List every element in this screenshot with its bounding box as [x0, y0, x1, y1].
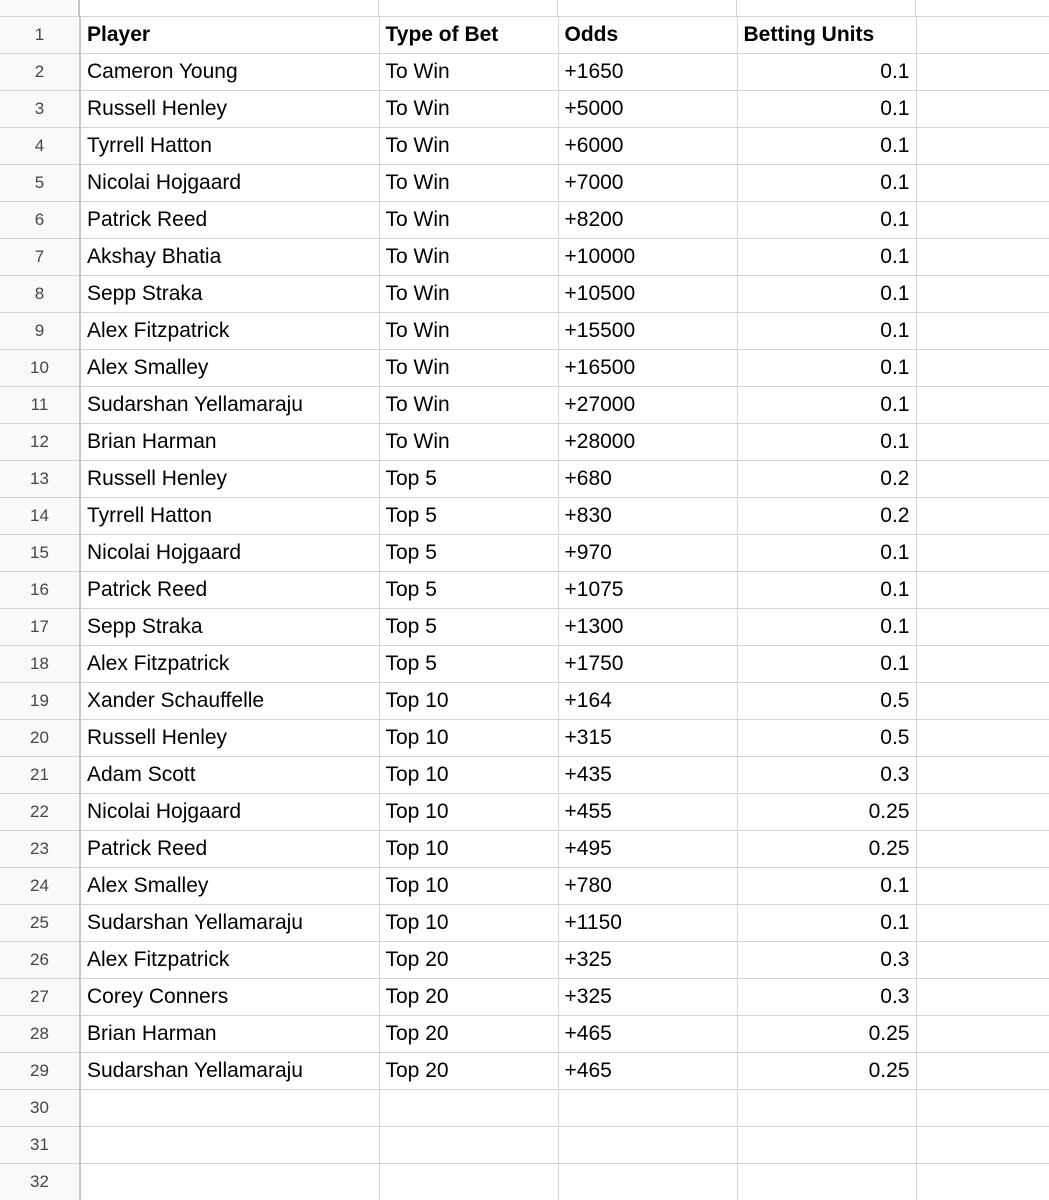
cell-player[interactable]: Corey Conners — [80, 979, 379, 1016]
cell-type-of-bet[interactable]: Top 10 — [379, 794, 558, 831]
cell-betting-units[interactable]: 0.1 — [737, 54, 916, 91]
cell-odds[interactable]: +27000 — [558, 387, 737, 424]
cell-betting-units[interactable]: 0.1 — [737, 868, 916, 905]
cell-betting-units[interactable]: 0.25 — [737, 1053, 916, 1090]
cell-odds[interactable]: +465 — [558, 1053, 737, 1090]
cell-type-of-bet[interactable]: Top 5 — [379, 572, 558, 609]
empty-cell[interactable] — [80, 1164, 379, 1200]
cell-type-of-bet[interactable]: To Win — [379, 350, 558, 387]
empty-cell[interactable] — [558, 1164, 737, 1200]
select-all-corner[interactable] — [0, 0, 80, 16]
header-odds[interactable]: Odds — [558, 17, 737, 54]
cell-odds[interactable]: +325 — [558, 979, 737, 1016]
cell-type-of-bet[interactable]: Top 10 — [379, 757, 558, 794]
cell-player[interactable]: Tyrrell Hatton — [80, 128, 379, 165]
column-divider[interactable] — [736, 0, 737, 16]
cell-player[interactable]: Russell Henley — [80, 91, 379, 128]
cell-player[interactable]: Sudarshan Yellamaraju — [80, 1053, 379, 1090]
empty-cell[interactable] — [916, 424, 1049, 461]
table-row — [0, 202, 1049, 239]
row-number[interactable]: 19 — [0, 683, 80, 720]
cell-player[interactable]: Brian Harman — [80, 424, 379, 461]
table-row — [0, 276, 1049, 313]
row-number[interactable]: 9 — [0, 313, 80, 350]
cell-betting-units[interactable]: 0.1 — [737, 91, 916, 128]
cell-betting-units[interactable]: 0.1 — [737, 609, 916, 646]
row-number[interactable]: 29 — [0, 1053, 80, 1090]
empty-cell[interactable] — [916, 683, 1049, 720]
empty-cell[interactable] — [916, 609, 1049, 646]
cell-odds[interactable]: +28000 — [558, 424, 737, 461]
cell-player[interactable]: Nicolai Hojgaard — [80, 165, 379, 202]
empty-row — [0, 1090, 1049, 1127]
empty-cell[interactable] — [916, 720, 1049, 757]
cell-type-of-bet[interactable]: To Win — [379, 91, 558, 128]
row-number[interactable]: 27 — [0, 979, 80, 1016]
cell-player[interactable]: Nicolai Hojgaard — [80, 535, 379, 572]
table-row — [0, 239, 1049, 276]
table-row — [0, 609, 1049, 646]
header-player[interactable]: Player — [80, 17, 379, 54]
cell-betting-units[interactable]: 0.1 — [737, 128, 916, 165]
cell-player[interactable]: Tyrrell Hatton — [80, 498, 379, 535]
cell-betting-units[interactable]: 0.1 — [737, 572, 916, 609]
cell-betting-units[interactable]: 0.1 — [737, 239, 916, 276]
cell-type-of-bet[interactable]: Top 5 — [379, 498, 558, 535]
empty-cell[interactable] — [916, 239, 1049, 276]
empty-cell[interactable] — [737, 1090, 916, 1127]
empty-cell[interactable] — [916, 350, 1049, 387]
cell-odds[interactable]: +7000 — [558, 165, 737, 202]
table-row — [0, 1053, 1049, 1090]
table-row — [0, 979, 1049, 1016]
empty-cell[interactable] — [916, 54, 1049, 91]
cell-type-of-bet[interactable]: Top 20 — [379, 1016, 558, 1053]
cell-player[interactable]: Alex Fitzpatrick — [80, 646, 379, 683]
table-row — [0, 54, 1049, 91]
cell-betting-units[interactable]: 0.3 — [737, 979, 916, 1016]
cell-player[interactable]: Alex Fitzpatrick — [80, 313, 379, 350]
empty-cell[interactable] — [916, 572, 1049, 609]
empty-row — [0, 1164, 1049, 1200]
cell-betting-units[interactable]: 0.1 — [737, 424, 916, 461]
cell-betting-units[interactable]: 0.5 — [737, 720, 916, 757]
header-row — [0, 17, 1049, 54]
empty-cell[interactable] — [916, 1127, 1049, 1164]
row-number[interactable]: 10 — [0, 350, 80, 387]
column-header-strip — [0, 0, 1049, 16]
row-number[interactable]: 30 — [0, 1090, 80, 1127]
table-row — [0, 757, 1049, 794]
cell-player[interactable]: Xander Schauffelle — [80, 683, 379, 720]
row-number[interactable]: 11 — [0, 387, 80, 424]
row-number[interactable]: 5 — [0, 165, 80, 202]
empty-cell[interactable] — [916, 165, 1049, 202]
empty-cell[interactable] — [916, 1016, 1049, 1053]
cell-type-of-bet[interactable]: Top 10 — [379, 905, 558, 942]
cell-player[interactable]: Cameron Young — [80, 54, 379, 91]
cell-type-of-bet[interactable]: To Win — [379, 387, 558, 424]
row-number[interactable]: 12 — [0, 424, 80, 461]
cell-player[interactable]: Adam Scott — [80, 757, 379, 794]
cell-odds[interactable]: +1150 — [558, 905, 737, 942]
empty-cell[interactable] — [916, 17, 1049, 54]
empty-cell[interactable] — [737, 1127, 916, 1164]
cell-odds[interactable]: +16500 — [558, 350, 737, 387]
cell-odds[interactable]: +780 — [558, 868, 737, 905]
table-row — [0, 646, 1049, 683]
cell-betting-units[interactable]: 0.25 — [737, 831, 916, 868]
table-row — [0, 165, 1049, 202]
empty-row — [0, 1127, 1049, 1164]
table-row — [0, 535, 1049, 572]
empty-cell[interactable] — [916, 794, 1049, 831]
cell-type-of-bet[interactable]: Top 10 — [379, 720, 558, 757]
cell-odds[interactable]: +164 — [558, 683, 737, 720]
empty-cell[interactable] — [916, 535, 1049, 572]
row-number[interactable]: 6 — [0, 202, 80, 239]
cell-betting-units[interactable]: 0.25 — [737, 794, 916, 831]
cell-player[interactable]: Brian Harman — [80, 1016, 379, 1053]
cell-type-of-bet[interactable]: Top 5 — [379, 535, 558, 572]
row-number[interactable]: 21 — [0, 757, 80, 794]
empty-cell[interactable] — [916, 276, 1049, 313]
cell-odds[interactable]: +1300 — [558, 609, 737, 646]
row-number[interactable]: 26 — [0, 942, 80, 979]
cell-odds[interactable]: +5000 — [558, 91, 737, 128]
cell-odds[interactable]: +1075 — [558, 572, 737, 609]
table-row — [0, 91, 1049, 128]
row-number[interactable]: 4 — [0, 128, 80, 165]
table-row — [0, 942, 1049, 979]
cell-betting-units[interactable]: 0.1 — [737, 905, 916, 942]
table-row — [0, 905, 1049, 942]
row-number[interactable]: 28 — [0, 1016, 80, 1053]
row-number[interactable]: 17 — [0, 609, 80, 646]
cell-odds[interactable]: +830 — [558, 498, 737, 535]
empty-cell[interactable] — [916, 831, 1049, 868]
row-number[interactable]: 3 — [0, 91, 80, 128]
cell-odds[interactable]: +1650 — [558, 54, 737, 91]
cell-player[interactable]: Nicolai Hojgaard — [80, 794, 379, 831]
empty-cell[interactable] — [916, 1090, 1049, 1127]
cell-betting-units[interactable]: 0.2 — [737, 461, 916, 498]
row-number[interactable]: 15 — [0, 535, 80, 572]
empty-cell[interactable] — [80, 1127, 379, 1164]
table-row — [0, 1016, 1049, 1053]
table-row — [0, 313, 1049, 350]
cell-player[interactable]: Alex Smalley — [80, 350, 379, 387]
cell-odds[interactable]: +495 — [558, 831, 737, 868]
empty-cell[interactable] — [916, 313, 1049, 350]
cell-type-of-bet[interactable]: Top 10 — [379, 831, 558, 868]
row-number[interactable]: 16 — [0, 572, 80, 609]
empty-cell[interactable] — [379, 1090, 558, 1127]
cell-player[interactable]: Patrick Reed — [80, 572, 379, 609]
table-row — [0, 720, 1049, 757]
table-row — [0, 831, 1049, 868]
cell-player[interactable]: Sepp Straka — [80, 609, 379, 646]
empty-cell[interactable] — [916, 461, 1049, 498]
cell-odds[interactable]: +315 — [558, 720, 737, 757]
cell-player[interactable]: Russell Henley — [80, 720, 379, 757]
cell-odds[interactable]: +680 — [558, 461, 737, 498]
cell-player[interactable]: Sudarshan Yellamaraju — [80, 905, 379, 942]
cell-type-of-bet[interactable]: To Win — [379, 276, 558, 313]
cell-betting-units[interactable]: 0.25 — [737, 1016, 916, 1053]
cell-player[interactable]: Patrick Reed — [80, 831, 379, 868]
cell-betting-units[interactable]: 0.1 — [737, 387, 916, 424]
row-number[interactable]: 20 — [0, 720, 80, 757]
cell-betting-units[interactable]: 0.1 — [737, 535, 916, 572]
table-row — [0, 350, 1049, 387]
cell-player[interactable]: Sepp Straka — [80, 276, 379, 313]
cell-odds[interactable]: +10000 — [558, 239, 737, 276]
cell-type-of-bet[interactable]: Top 20 — [379, 1053, 558, 1090]
column-divider[interactable] — [557, 0, 558, 16]
cell-type-of-bet[interactable]: Top 10 — [379, 868, 558, 905]
cell-odds[interactable]: +325 — [558, 942, 737, 979]
table-row — [0, 424, 1049, 461]
empty-cell[interactable] — [916, 128, 1049, 165]
cell-betting-units[interactable]: 0.1 — [737, 165, 916, 202]
table-row — [0, 461, 1049, 498]
table-row — [0, 572, 1049, 609]
table-row — [0, 498, 1049, 535]
cell-odds[interactable]: +10500 — [558, 276, 737, 313]
cell-type-of-bet[interactable]: Top 10 — [379, 683, 558, 720]
table-row — [0, 794, 1049, 831]
empty-cell[interactable] — [916, 498, 1049, 535]
empty-cell[interactable] — [916, 91, 1049, 128]
cell-betting-units[interactable]: 0.3 — [737, 757, 916, 794]
table-row — [0, 868, 1049, 905]
row-number[interactable]: 22 — [0, 794, 80, 831]
cell-type-of-bet[interactable]: To Win — [379, 424, 558, 461]
cell-player[interactable]: Sudarshan Yellamaraju — [80, 387, 379, 424]
cell-betting-units[interactable]: 0.3 — [737, 942, 916, 979]
table-row — [0, 128, 1049, 165]
cell-betting-units[interactable]: 0.2 — [737, 498, 916, 535]
cell-player[interactable]: Alex Fitzpatrick — [80, 942, 379, 979]
cell-type-of-bet[interactable]: To Win — [379, 313, 558, 350]
empty-cell[interactable] — [379, 1164, 558, 1200]
cell-odds[interactable]: +15500 — [558, 313, 737, 350]
empty-cell[interactable] — [379, 1127, 558, 1164]
cell-odds[interactable]: +1750 — [558, 646, 737, 683]
header-betting-units[interactable]: Betting Units — [737, 17, 916, 54]
row-number[interactable]: 31 — [0, 1127, 80, 1164]
row-number[interactable]: 8 — [0, 276, 80, 313]
cell-betting-units[interactable]: 0.1 — [737, 313, 916, 350]
cell-type-of-bet[interactable]: To Win — [379, 239, 558, 276]
cell-odds[interactable]: +435 — [558, 757, 737, 794]
cell-type-of-bet[interactable]: Top 5 — [379, 461, 558, 498]
cell-player[interactable]: Akshay Bhatia — [80, 239, 379, 276]
table-row — [0, 683, 1049, 720]
empty-cell[interactable] — [916, 757, 1049, 794]
row-number[interactable]: 7 — [0, 239, 80, 276]
cell-odds[interactable]: +455 — [558, 794, 737, 831]
column-divider[interactable] — [378, 0, 379, 16]
cell-betting-units[interactable]: 0.5 — [737, 683, 916, 720]
row-number[interactable]: 1 — [0, 17, 80, 54]
empty-cell[interactable] — [916, 1164, 1049, 1200]
empty-cell[interactable] — [916, 202, 1049, 239]
cell-type-of-bet[interactable]: To Win — [379, 165, 558, 202]
empty-cell[interactable] — [916, 646, 1049, 683]
cell-odds[interactable]: +465 — [558, 1016, 737, 1053]
cell-player[interactable]: Russell Henley — [80, 461, 379, 498]
empty-cell[interactable] — [916, 868, 1049, 905]
cell-type-of-bet[interactable]: Top 20 — [379, 979, 558, 1016]
cell-betting-units[interactable]: 0.1 — [737, 646, 916, 683]
cell-odds[interactable]: +6000 — [558, 128, 737, 165]
row-number[interactable]: 23 — [0, 831, 80, 868]
cell-type-of-bet[interactable]: To Win — [379, 202, 558, 239]
empty-cell[interactable] — [80, 1090, 379, 1127]
cell-betting-units[interactable]: 0.1 — [737, 202, 916, 239]
row-number[interactable]: 24 — [0, 868, 80, 905]
table-row — [0, 387, 1049, 424]
row-number[interactable]: 18 — [0, 646, 80, 683]
empty-cell[interactable] — [916, 905, 1049, 942]
cell-betting-units[interactable]: 0.1 — [737, 350, 916, 387]
cell-betting-units[interactable]: 0.1 — [737, 276, 916, 313]
header-type-of-bet[interactable]: Type of Bet — [379, 17, 558, 54]
cell-type-of-bet[interactable]: Top 20 — [379, 942, 558, 979]
empty-cell[interactable] — [916, 979, 1049, 1016]
column-divider[interactable] — [915, 0, 916, 16]
cell-type-of-bet[interactable]: To Win — [379, 54, 558, 91]
row-number[interactable]: 25 — [0, 905, 80, 942]
cell-grid — [0, 16, 1049, 1200]
cell-type-of-bet[interactable]: To Win — [379, 128, 558, 165]
cell-player[interactable]: Alex Smalley — [80, 868, 379, 905]
empty-cell[interactable] — [558, 1127, 737, 1164]
cell-type-of-bet[interactable]: Top 5 — [379, 609, 558, 646]
row-number[interactable]: 2 — [0, 54, 80, 91]
cell-player[interactable]: Patrick Reed — [80, 202, 379, 239]
empty-cell[interactable] — [916, 1053, 1049, 1090]
row-number[interactable]: 14 — [0, 498, 80, 535]
row-number[interactable]: 32 — [0, 1164, 80, 1200]
empty-cell[interactable] — [737, 1164, 916, 1200]
empty-cell[interactable] — [916, 942, 1049, 979]
cell-type-of-bet[interactable]: Top 5 — [379, 646, 558, 683]
row-number[interactable]: 13 — [0, 461, 80, 498]
empty-cell[interactable] — [558, 1090, 737, 1127]
empty-cell[interactable] — [916, 387, 1049, 424]
cell-odds[interactable]: +970 — [558, 535, 737, 572]
cell-odds[interactable]: +8200 — [558, 202, 737, 239]
